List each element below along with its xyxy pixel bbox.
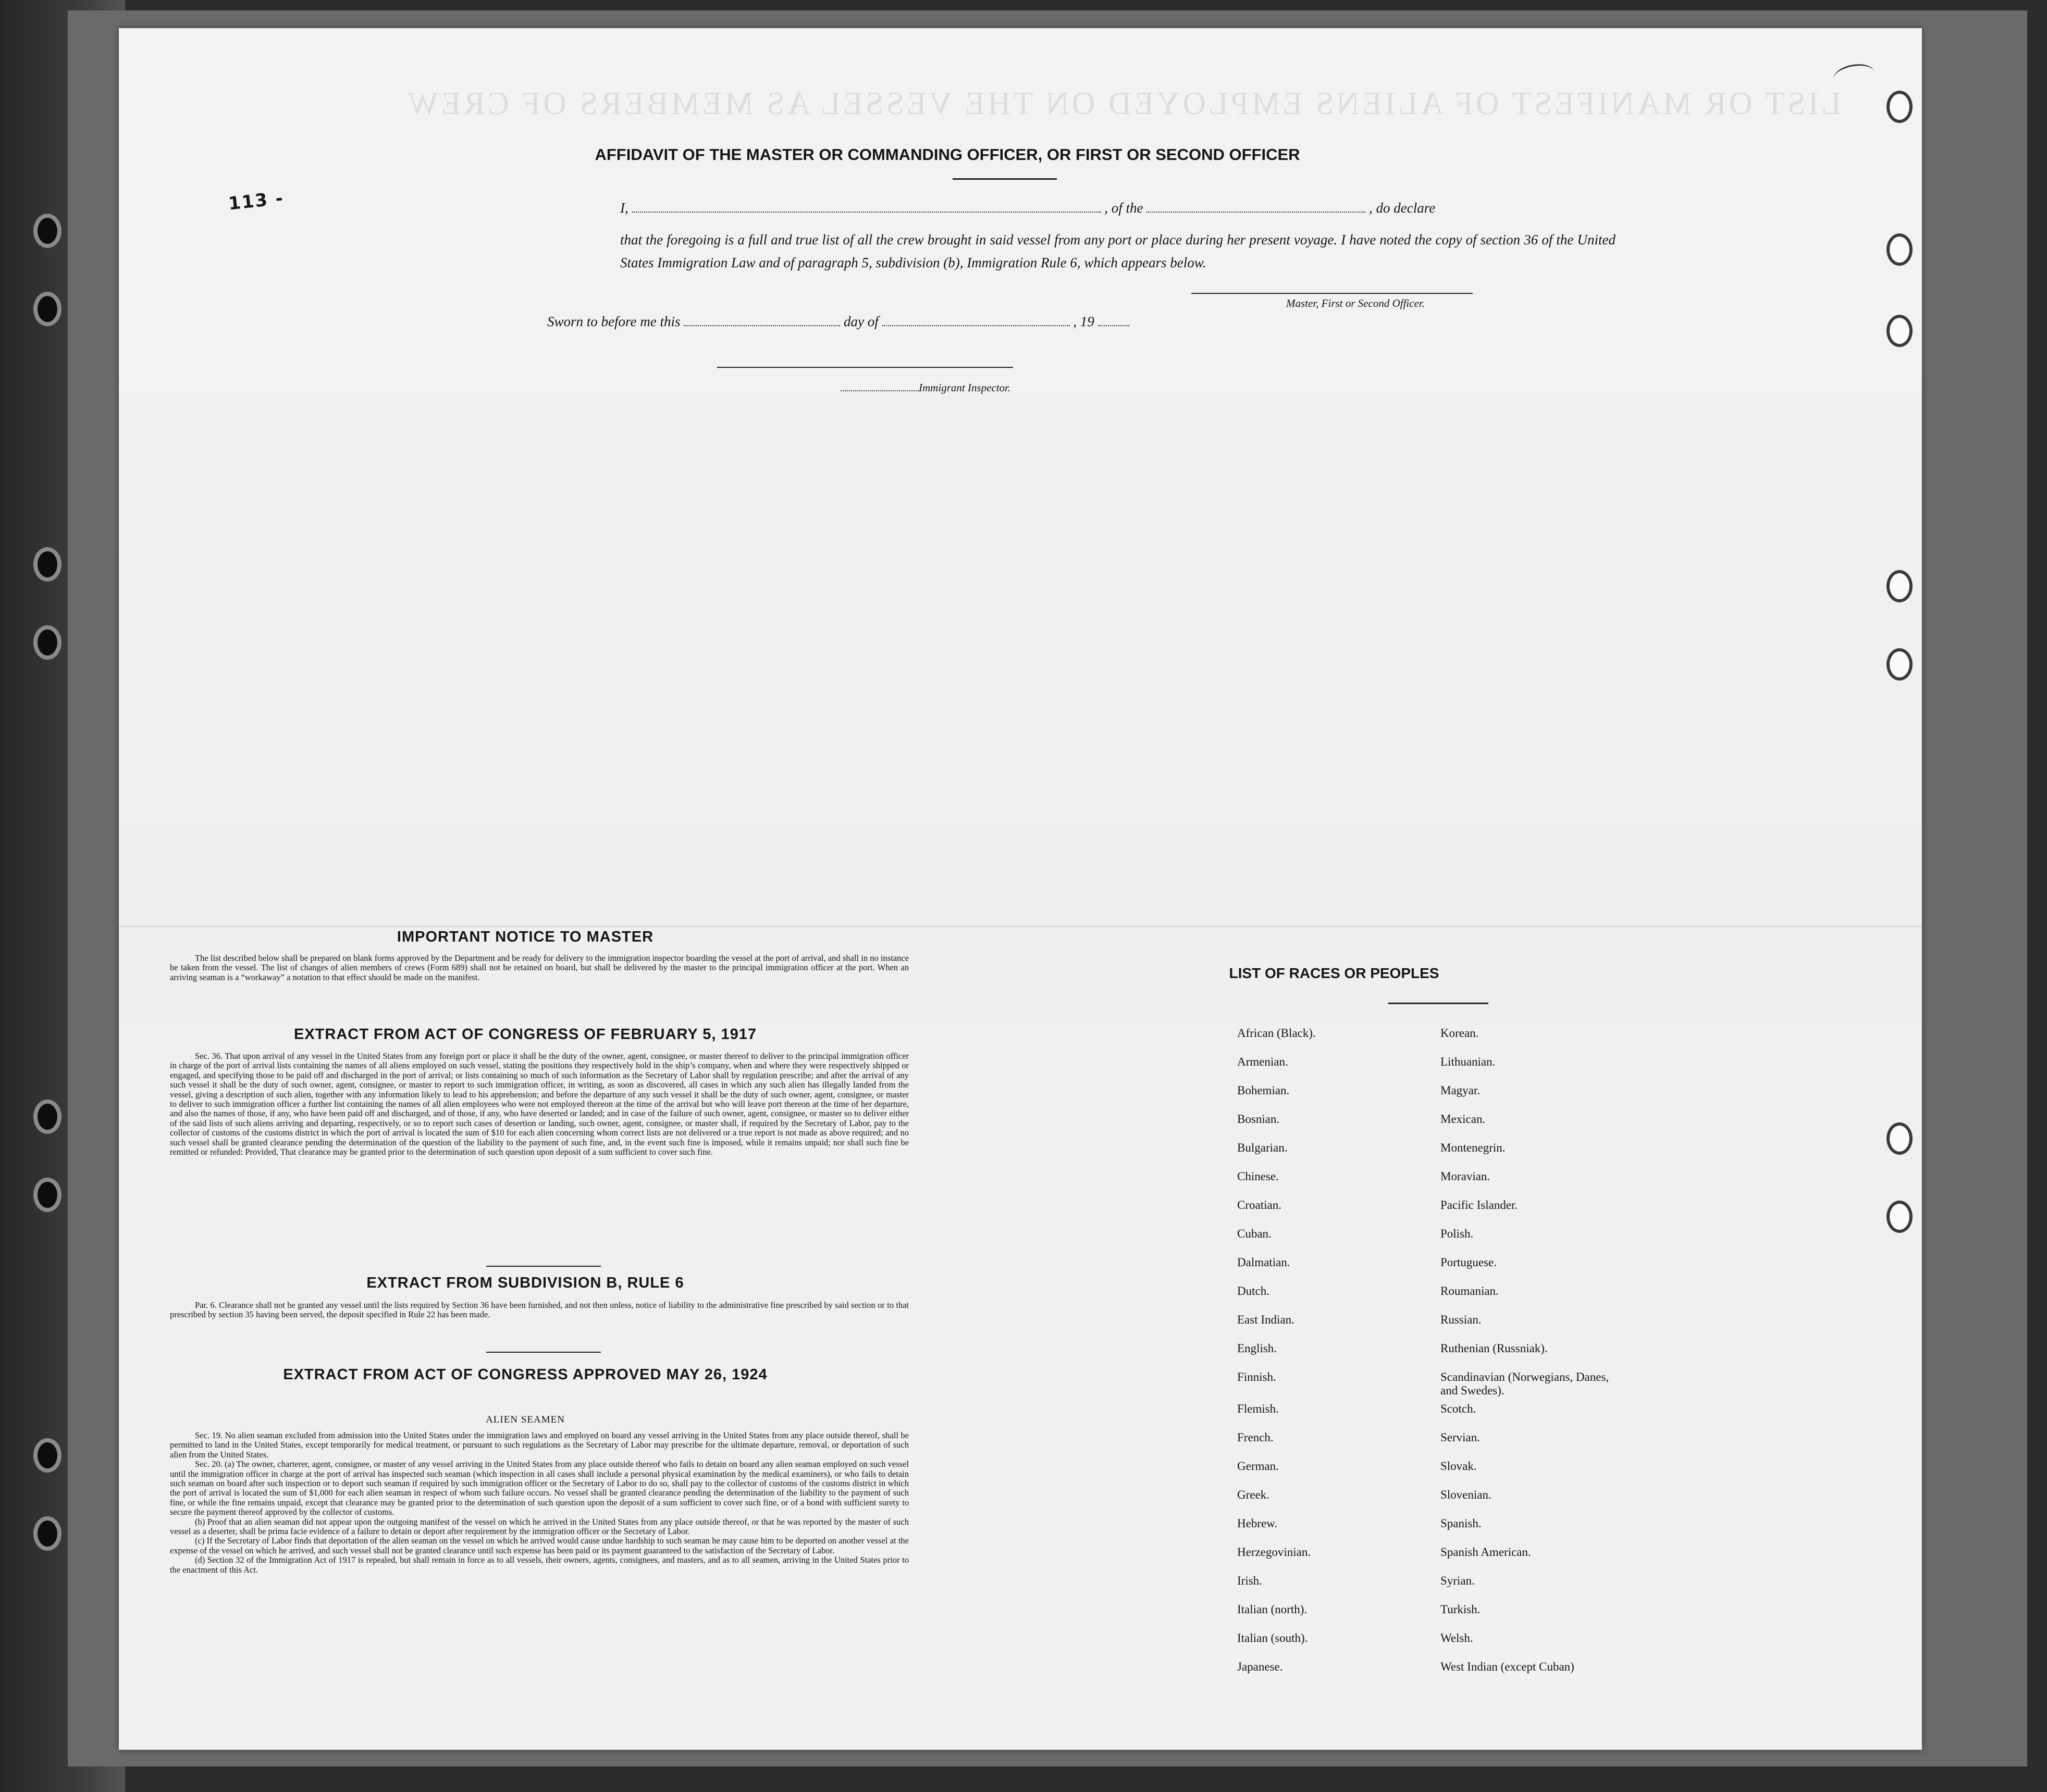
inspector-blank <box>841 383 919 391</box>
binder-hole <box>38 629 57 656</box>
extract-1917-text <box>170 1052 909 1157</box>
rule6-paragraph: Par. 6. Clearance shall not be granted any vessel until the lists required by Section 36 have been furnished, and not then unless, notice of liability to the administrative fine prescribed by said section or to that prescribed by section 35 having been served, the deposit specified in Rule 22 has been made. <box>170 1300 909 1320</box>
binder-hole <box>38 1442 57 1468</box>
affidavit-body: that the foregoing is a full and true list of all the crew brought in said vessel from any port or place during her present voyage. I have noted the copy of section 36 of the United States Immigration Law and of paragraph 5, subdivision (b), Immigration Rule 6, which appears below. <box>620 232 1616 270</box>
race-item: Chinese. <box>1237 1170 1279 1183</box>
binder-hole <box>38 296 57 322</box>
race-item: Turkish. <box>1440 1603 1481 1616</box>
race-item: Armenian. <box>1237 1055 1288 1068</box>
race-item: Syrian. <box>1440 1574 1475 1587</box>
section-19-paragraph: Sec. 19. No alien seaman excluded from admission into the United States under the immigration laws and employed on board any vessel arriving in the United States from any place outside thereof, shall be permitted to land in the United States, except temporarily for medical treatment, or pursuant to such regulations as the Secretary of Labor may prescribe for the ultimate departure, removal, or deportation of such alien from the United States. <box>170 1430 909 1460</box>
binder-hole <box>1890 573 1909 599</box>
master-signature-label: Master, First or Second Officer. <box>1286 297 1425 310</box>
sworn-line <box>547 314 1129 330</box>
notice-text <box>170 954 909 982</box>
binder-hole <box>38 218 57 244</box>
affidavit-declaration-line <box>620 200 1435 216</box>
master-signature-line <box>1191 293 1473 294</box>
races-list-title: LIST OF RACES OR PEOPLES <box>1229 965 1439 981</box>
of-the-label: , of the <box>1104 200 1143 216</box>
section-36-paragraph: Sec. 36. That upon arrival of any vessel in the United States from any foreign port or place it shall be the duty of the owner, agent, consignee, or master thereof to deliver to the principal immigration officer in charge of the port of arrival lists containing the names of all aliens employed on such vessel, stating the positions they respectively hold in the ship’s company, when and where they were respectively shipped or engaged, and specifying those to be paid off and discharged in the port of arrival; or lists containing so much of such information as the Secretary of Labor shall by regulation prescribe; and after the arrival of any such vessel it shall be the duty of such owner, agent, consignee, or master to report to such immigration officer, in writing, as soon as discovered, all cases in which any such alien has illegally landed from the vessel, giving a description of such alien, together with any information likely to lead to his apprehension; and before the departure of any such vessel it shall be the duty of such owner, agent, consignee, or master to deliver to such immigration officer a further list containing the names of all alien employees who were not employed thereon at the time of the arrival but who will leave port thereon at the time of her departure, and also the names of those, if any, who have been paid off and discharged, and of those, if any, who have deserted or landed; and in case of the failure of such owner, agent, consignee, or master so to deliver either of the said lists of such aliens arriving and departing, respectively, or so to report such cases of desertion or landing, such owner, agent, consignee, or master shall, if required by the Secretary of Labor, pay to the collector of customs of the customs district in which the port of arrival is located the sum of $10 for each alien concerning whom correct lists are not delivered or a true report is not made as above required; and no such vessel shall be granted clearance pending the determination of the question of the liability to the payment of such fine, and, in the event such fine is imposed, while it remains unpaid; nor shall such fine be remitted or refunded: Provided, That clearance may be granted prior to the determination of such question upon deposit of a sum sufficient to cover such fine. <box>170 1051 909 1157</box>
sworn-month-blank <box>882 315 1070 326</box>
declarant-prefix: I, <box>620 200 628 216</box>
race-item: Roumanian. <box>1440 1284 1499 1297</box>
race-item: Bohemian. <box>1237 1084 1290 1097</box>
races-right-column <box>1440 1027 1628 1689</box>
race-item: East Indian. <box>1237 1313 1294 1326</box>
affidavit-title: AFFIDAVIT OF THE MASTER OR COMMANDING OFFICER, OR FIRST OR SECOND OFFICER <box>595 145 1300 164</box>
binder-hole <box>38 1104 57 1130</box>
binder-hole <box>1890 651 1909 677</box>
race-item: Slovak. <box>1440 1460 1477 1473</box>
race-item: Cuban. <box>1237 1227 1272 1240</box>
race-item: Irish. <box>1237 1574 1262 1587</box>
sworn-prefix: Sworn to before me this <box>547 314 681 329</box>
race-item: Polish. <box>1440 1227 1474 1240</box>
binder-hole <box>38 1182 57 1208</box>
binder-hole <box>1890 237 1909 263</box>
binder-hole <box>38 551 57 577</box>
divider <box>1388 1003 1488 1004</box>
binder-hole <box>1890 1204 1909 1230</box>
do-declare-label: , do declare <box>1369 200 1436 216</box>
race-item: Servian. <box>1440 1431 1481 1444</box>
race-item: West Indian (except Cuban) <box>1440 1660 1574 1673</box>
sworn-year-blank <box>1098 315 1129 326</box>
race-item: African (Black). <box>1237 1027 1316 1040</box>
binder-hole <box>38 1521 57 1547</box>
race-item: Italian (south). <box>1237 1632 1308 1645</box>
race-item: Mexican. <box>1440 1113 1486 1126</box>
handwritten-mark: 113 - <box>227 188 285 215</box>
alien-seamen-subtitle: ALIEN SEAMEN <box>486 1414 565 1425</box>
race-item: Dutch. <box>1237 1284 1269 1297</box>
notice-paragraph: The list described below shall be prepared on blank forms approved by the Department and be ready for delivery to the immigration inspector boarding the vessel at the port of arrival, and shall in no instance be taken from the vessel. The list of changes of alien members of crews (Form 689) shall not be retained on board, but shall be delivered by the master to the principal immigration officer at the port. When an arriving seaman is a “workaway” a notation to that effect should be made on the manifest. <box>170 953 909 982</box>
race-item: Finnish. <box>1237 1370 1276 1383</box>
sworn-day-label: day of <box>844 314 879 329</box>
inspector-label <box>841 381 1010 394</box>
extract-1924-title: EXTRACT FROM ACT OF CONGRESS APPROVED MAY 26, 1924 <box>283 1366 768 1383</box>
inspector-signature-line <box>717 367 1013 368</box>
race-item: Russian. <box>1440 1313 1482 1326</box>
race-item: Magyar. <box>1440 1084 1481 1097</box>
race-item: Japanese. <box>1237 1660 1283 1673</box>
race-item: Greek. <box>1237 1488 1269 1501</box>
race-item: Spanish American. <box>1440 1546 1531 1559</box>
section-20c-paragraph: (c) If the Secretary of Labor finds that deportation of the alien seaman on the vessel on which he arrived would cause undue hardship to such seaman he may cause him to be deported on another vessel at the expense of the vessel on which he arrived, and such vessel shall not be granted clearance until such expense has been paid or its payment guaranteed to the satisfaction of the Secretary of Labor. <box>170 1536 909 1555</box>
race-item: Portuguese. <box>1440 1256 1497 1269</box>
inspector-label-text: Immigrant Inspector. <box>919 381 1011 394</box>
race-item: Lithuanian. <box>1440 1055 1496 1068</box>
races-left-column <box>1237 1027 1316 1689</box>
binder-hole <box>1890 1126 1909 1152</box>
race-item: Hebrew. <box>1237 1517 1278 1530</box>
bleed-through-title: LIST OR MANIFEST OF ALIENS EMPLOYED ON THE VESSEL AS MEMBERS OF CREW <box>405 86 1841 121</box>
race-item: Moravian. <box>1440 1170 1490 1183</box>
section-20a-paragraph: Sec. 20. (a) The owner, charterer, agent, consignee, or master of any vessel arriving in the United States from any place outside thereof who fails to detain on board any alien seaman employed on such vessel until the immigration officer in charge at the port of arrival has inspected such seaman (which inspection in all cases shall include a personal physical examination by the medical examiners), or who fails to detain such seaman on board after such inspection or to deport such seaman if required by such immigration officer or the Secretary of Labor to do so, shall pay to the collector of customs of the customs district in which the port of arrival is located the sum of $1,000 for each alien seaman in respect of whom such failure occurs. No vessel shall be granted clearance pending the determination of the liability to the payment of such fine, or while the fine remains unpaid, except that clearance may be granted prior to the determination of such question upon the deposit of a sum sufficient to cover such fine, or of a bond with sufficient surety to secure the payment thereof approved by the collector of customs. <box>170 1459 909 1517</box>
race-item: Welsh. <box>1440 1632 1473 1645</box>
binder-hole <box>1890 318 1909 344</box>
race-item: Spanish. <box>1440 1517 1482 1530</box>
vessel-name-blank <box>1146 201 1365 213</box>
race-item: English. <box>1237 1342 1277 1355</box>
race-item: Montenegrin. <box>1440 1141 1506 1154</box>
divider <box>953 178 1057 180</box>
race-item: Bosnian. <box>1237 1113 1280 1126</box>
sworn-date-blank <box>684 315 840 326</box>
divider <box>486 1352 601 1353</box>
race-item: Italian (north). <box>1237 1603 1308 1616</box>
race-item: Dalmatian. <box>1237 1256 1290 1269</box>
form-page <box>119 28 1922 1750</box>
page-fold <box>119 925 1922 928</box>
race-item: French. <box>1237 1431 1274 1444</box>
declarant-name-blank <box>632 201 1101 213</box>
race-item: Scandinavian (Norwegians, Danes, and Swedes). <box>1440 1370 1609 1397</box>
divider <box>486 1266 601 1267</box>
binder-hole <box>1890 94 1909 120</box>
race-item: Pacific Islander. <box>1440 1198 1518 1212</box>
race-item: Scotch. <box>1440 1402 1476 1415</box>
race-item: Bulgarian. <box>1237 1141 1288 1154</box>
extract-rule6-text <box>170 1301 909 1320</box>
section-20d-paragraph: (d) Section 32 of the Immigration Act of 1917 is repealed, but shall remain in force as to all vessels, their owners, agents, consignees, and masters, and as to all seamen, arriving in the United States prior to the enactment of this Act. <box>170 1555 909 1575</box>
extract-rule6-title: EXTRACT FROM SUBDIVISION B, RULE 6 <box>366 1275 684 1291</box>
race-item: Croatian. <box>1237 1198 1281 1212</box>
race-item: Herzegovinian. <box>1237 1546 1311 1559</box>
race-item: Korean. <box>1440 1027 1479 1040</box>
sworn-year-label: , 19 <box>1073 314 1094 329</box>
notice-title: IMPORTANT NOTICE TO MASTER <box>397 929 654 945</box>
race-item: Slovenian. <box>1440 1488 1491 1501</box>
race-item: German. <box>1237 1460 1279 1473</box>
race-item: Ruthenian (Russniak). <box>1440 1342 1548 1355</box>
extract-1917-title: EXTRACT FROM ACT OF CONGRESS OF FEBRUARY 5, 1917 <box>293 1026 757 1043</box>
section-20b-paragraph: (b) Proof that an alien seaman did not appear upon the outgoing manifest of the vessel on which he arrived in the United States from any place outside thereof, or that he was reported by the master of such vessel as a deserter, shall be prima facie evidence of a failure to detain or deport after requirement by the immigration officer or the Secretary of Labor. <box>170 1516 909 1537</box>
race-item: Flemish. <box>1237 1402 1279 1415</box>
extract-1924-text <box>170 1431 909 1575</box>
